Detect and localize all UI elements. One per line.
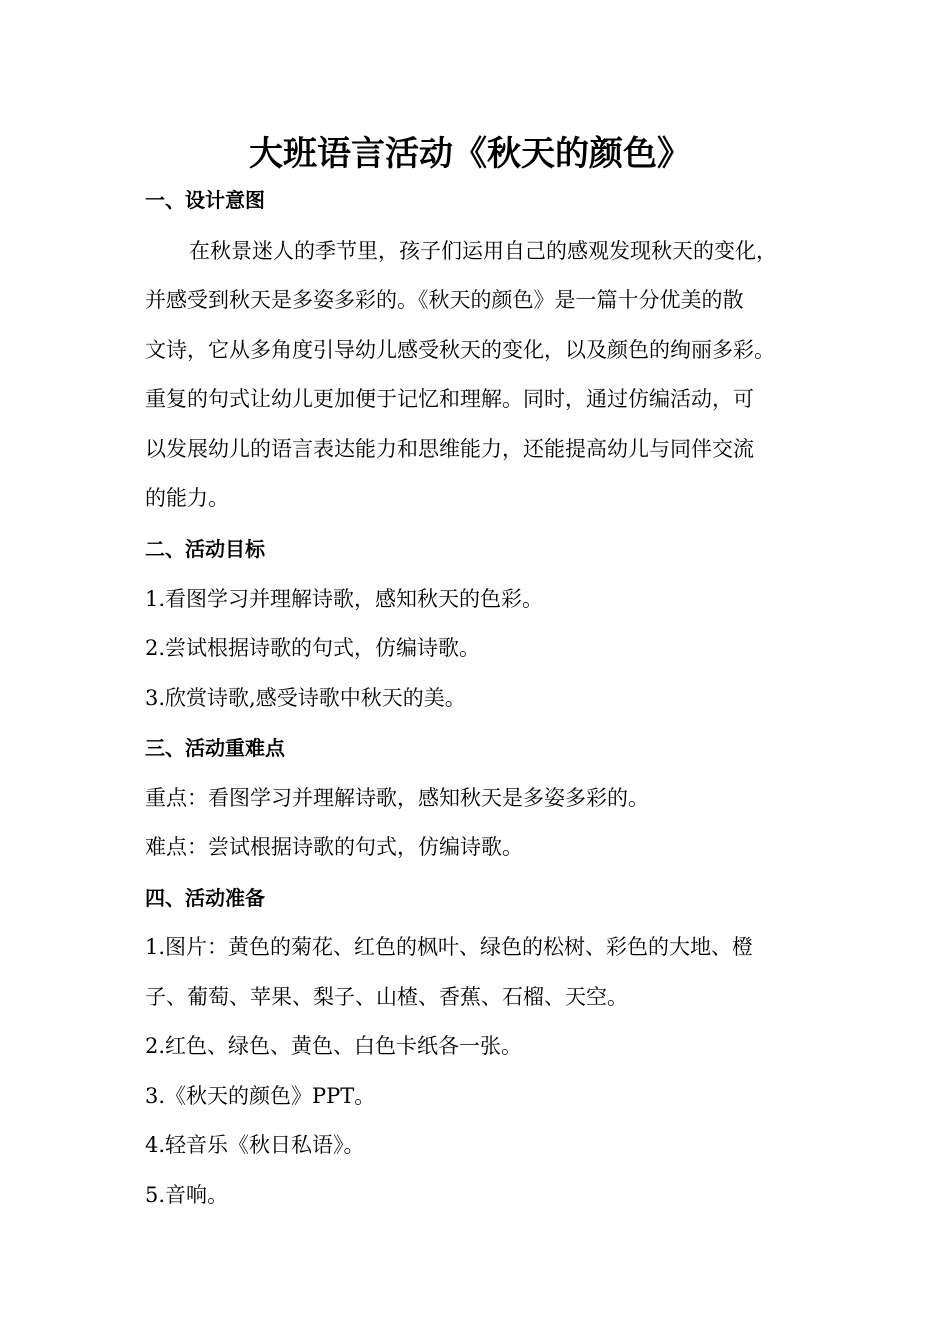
preparation-item: 1.图片：黄色的菊花、红色的枫叶、绿色的松树、彩色的大地、橙 — [145, 935, 754, 959]
section-heading-design: 一、设计意图 — [145, 188, 265, 212]
preparation-item: 5.音响。 — [145, 1183, 229, 1207]
preparation-item: 子、葡萄、苹果、梨子、山楂、香蕉、石榴、天空。 — [145, 985, 628, 1009]
key-point-item: 难点：尝试根据诗歌的句式，仿编诗歌。 — [145, 835, 523, 859]
goal-item: 1.看图学习并理解诗歌，感知秋天的色彩。 — [145, 587, 544, 611]
goal-item: 3.欣赏诗歌,感受诗歌中秋天的美。 — [145, 686, 466, 710]
design-paragraph-line: 的能力。 — [145, 486, 229, 510]
goal-item: 2.尝试根据诗歌的句式，仿编诗歌。 — [145, 636, 481, 660]
section-heading-preparation: 四、活动准备 — [145, 886, 265, 910]
document-title: 大班语言活动《秋天的颜色》 — [249, 134, 691, 174]
design-paragraph-line: 文诗，它从多角度引导幼儿感受秋天的变化，以及颜色的绚丽多彩。 — [145, 338, 775, 362]
key-point-item: 重点：看图学习并理解诗歌，感知秋天是多姿多彩的。 — [145, 786, 649, 810]
design-paragraph-line: 以发展幼儿的语言表达能力和思维能力，还能提高幼儿与同伴交流 — [145, 437, 754, 461]
design-paragraph-line: 在秋景迷人的季节里，孩子们运用自己的感观发现秋天的变化， — [189, 239, 777, 263]
design-paragraph-line: 重复的句式让幼儿更加便于记忆和理解。同时，通过仿编活动，可 — [145, 387, 754, 411]
preparation-item: 4.轻音乐《秋日私语》。 — [145, 1133, 365, 1157]
section-heading-key-points: 三、活动重难点 — [145, 736, 285, 760]
section-heading-goals: 二、活动目标 — [145, 537, 265, 561]
preparation-item: 2.红色、绿色、黄色、白色卡纸各一张。 — [145, 1034, 523, 1058]
design-paragraph-line: 并感受到秋天是多姿多彩的。《秋天的颜色》是一篇十分优美的散 — [145, 288, 744, 312]
preparation-item: 3.《秋天的颜色》PPT。 — [145, 1084, 376, 1108]
